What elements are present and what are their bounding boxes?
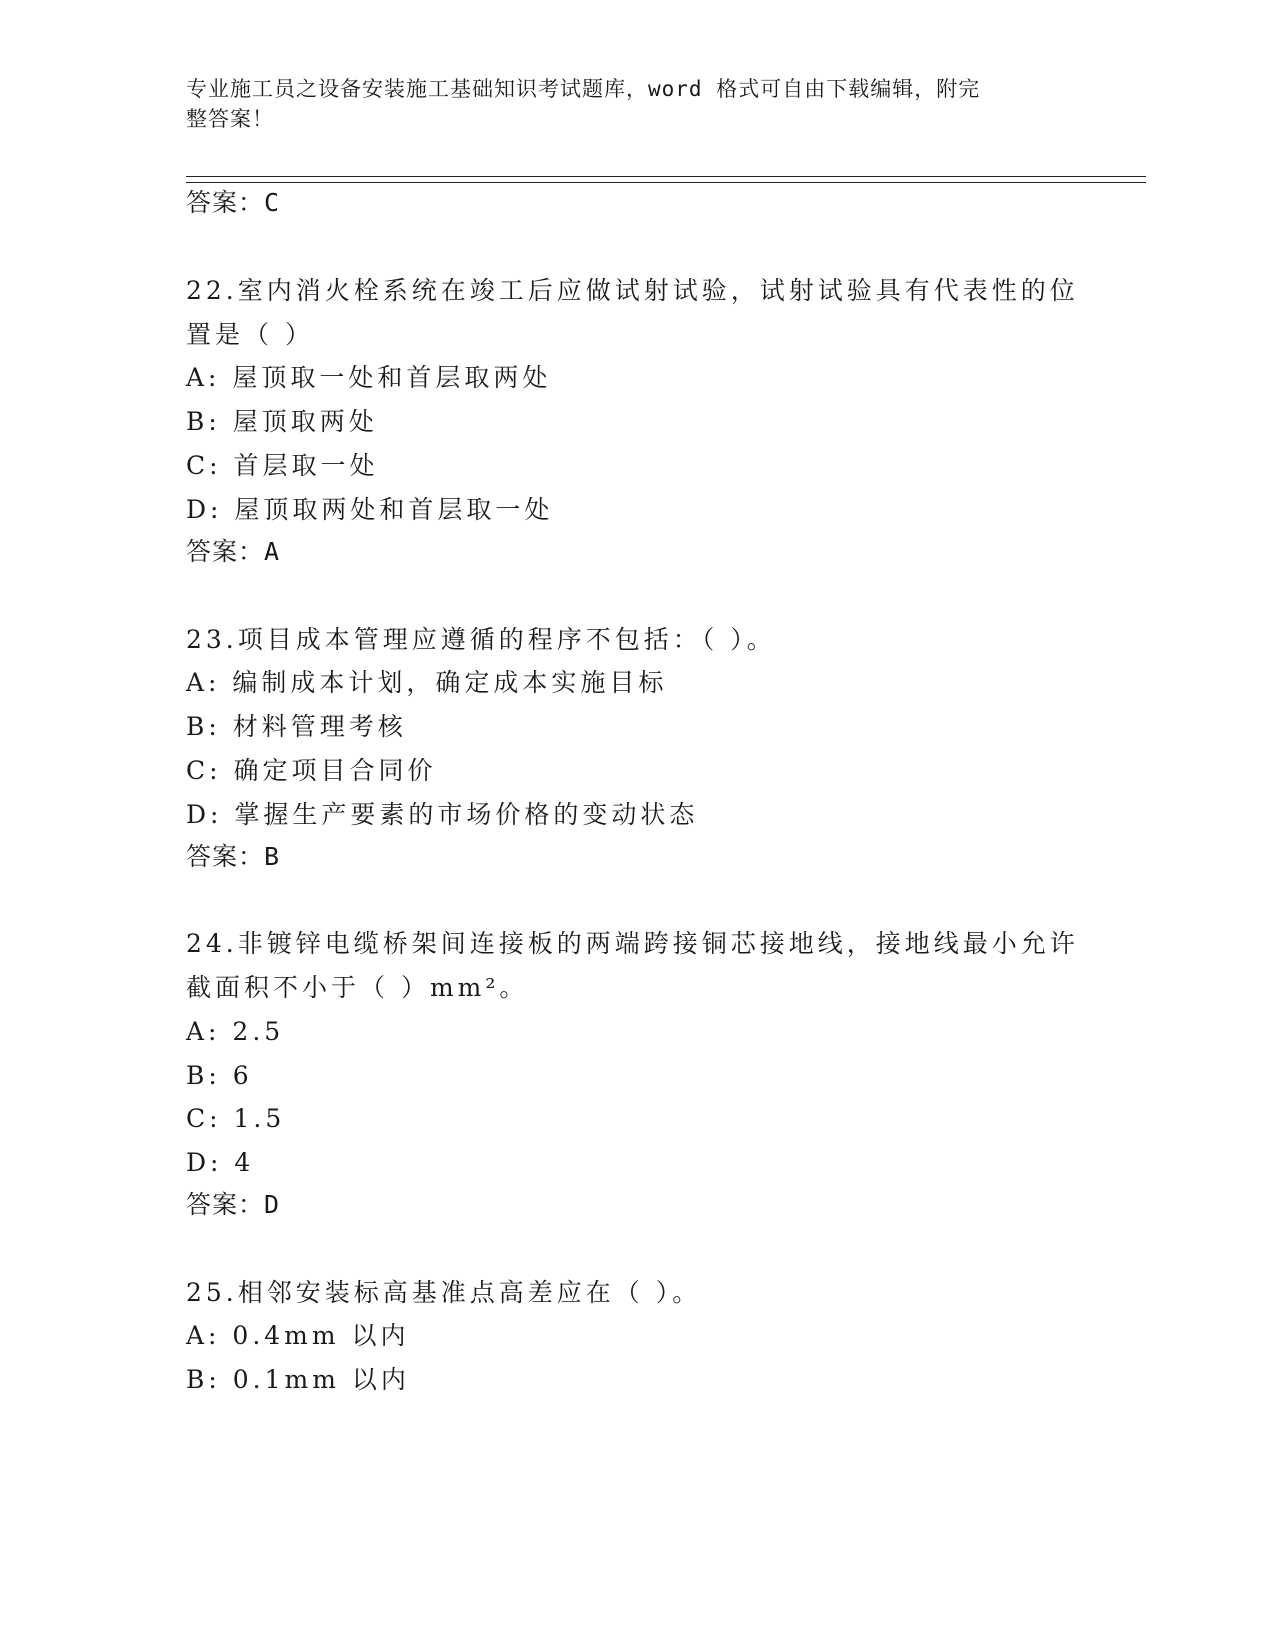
answer-label: 答案： (186, 537, 265, 566)
option-d: D: 屋顶取两处和首层取一处 (186, 495, 554, 524)
answer-value: C (264, 188, 281, 217)
question-stem-continued: 置是（ ） (186, 320, 314, 349)
option-d: D: 4 (186, 1148, 255, 1177)
header-line-1: 专业施工员之设备安装施工基础知识考试题库，word 格式可自由下载编辑，附完 (186, 77, 981, 101)
answer-value: D (264, 1190, 281, 1219)
answer-label: 答案： (186, 1190, 265, 1219)
question-stem-continued: 截面积不小于（ ）mm²。 (186, 973, 529, 1002)
answer-label: 答案： (186, 842, 265, 871)
option-a: A: 2.5 (186, 1017, 285, 1046)
option-a: A: 0.4mm 以内 (186, 1321, 410, 1350)
header-divider-bottom (186, 182, 1146, 183)
header-line-2: 整答案！ (186, 107, 274, 131)
option-b: B: 6 (186, 1061, 253, 1090)
header-divider-top (186, 176, 1146, 177)
document-header (186, 74, 1066, 134)
option-c: C: 确定项目合同价 (186, 756, 437, 785)
question-stem: 25.相邻安装标高基准点高差应在（ ）。 (186, 1278, 702, 1307)
option-a: A: 编制成本计划，确定成本实施目标 (186, 668, 668, 697)
answer-line (186, 188, 280, 218)
option-d: D: 掌握生产要素的市场价格的变动状态 (186, 800, 699, 829)
option-c: C: 首层取一处 (186, 451, 379, 480)
option-b: B: 0.1mm 以内 (186, 1365, 410, 1394)
answer-label: 答案： (186, 188, 265, 217)
question-stem: 23.项目成本管理应遵循的程序不包括：（ ）。 (186, 625, 776, 654)
question-stem: 22.室内消火栓系统在竣工后应做试射试验，试射试验具有代表性的位 (186, 276, 1079, 305)
option-c: C: 1.5 (186, 1104, 286, 1133)
option-b: B: 屋顶取两处 (186, 407, 378, 436)
option-b: B: 材料管理考核 (186, 712, 407, 741)
answer-line (186, 842, 280, 872)
answer-line (186, 1190, 280, 1220)
answer-line (186, 537, 280, 567)
answer-value: A (264, 537, 281, 566)
question-stem: 24.非镀锌电缆桥架间连接板的两端跨接铜芯接地线，接地线最小允许 (186, 929, 1079, 958)
answer-value: B (264, 842, 281, 871)
option-a: A: 屋顶取一处和首层取两处 (186, 363, 552, 392)
